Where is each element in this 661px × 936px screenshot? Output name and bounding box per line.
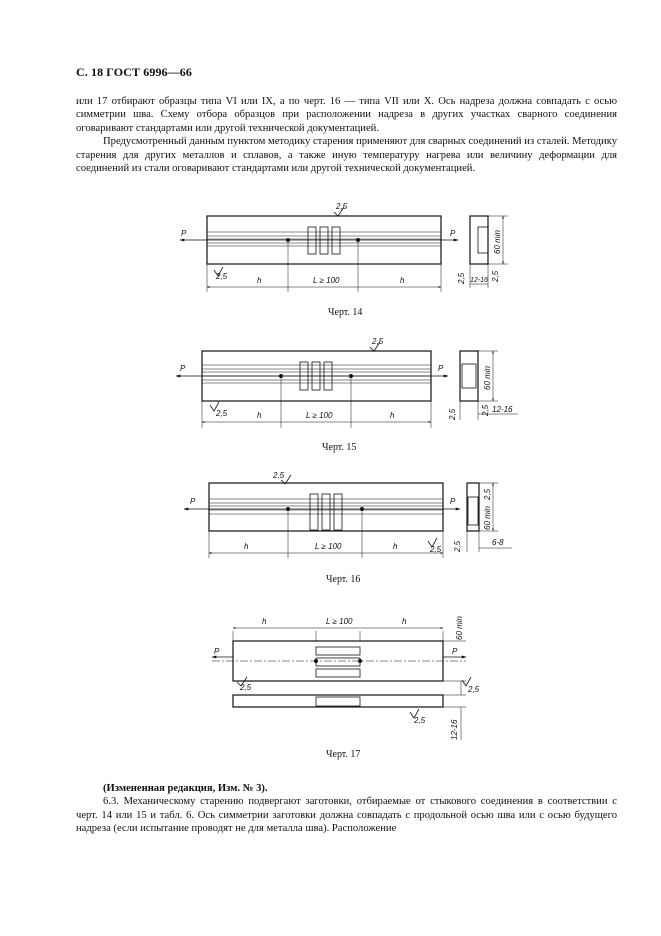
roughness-label: 2,5 <box>336 202 348 211</box>
length-label: L ≥ 100 <box>306 411 333 420</box>
caption-16: Черт. 16 <box>326 574 361 585</box>
h-label: h <box>402 617 407 626</box>
caption-14: Черт. 14 <box>328 307 363 318</box>
body-text-bottom <box>76 782 617 836</box>
roughness-label: 2,5 <box>273 471 285 480</box>
length-label: L ≥ 100 <box>315 542 342 551</box>
force-label: P <box>452 647 458 656</box>
h-label: h <box>257 276 262 285</box>
length-label: L ≥ 100 <box>326 617 353 626</box>
roughness-label: 2,5 <box>372 337 384 346</box>
thickness-label: 12-16 <box>470 277 488 284</box>
side-roughness: 2,5 <box>448 408 457 420</box>
force-label: P <box>450 497 456 506</box>
thickness-label: 6-8 <box>492 538 504 547</box>
h-label: h <box>390 411 395 420</box>
figure-17 <box>212 615 480 740</box>
roughness-label: 2,5 <box>430 545 442 554</box>
section-6-3: 6.3. Механическому старению подвергают заготовки, отбираемые от стыкового соединения в соответствии с черт. 14 или 15 и табл. 6. Ось симметрии заготовки должна совпадать с продольной осью шва или с осью будущего надреза (если испытание проводят не для металла шва). Расположение <box>76 796 617 835</box>
force-label: P <box>214 647 220 656</box>
h-label: h <box>257 411 262 420</box>
side-roughness: 2,5 <box>483 488 492 500</box>
width-label: 60 min <box>493 229 502 254</box>
roughness-label: 2,5 <box>216 409 228 418</box>
width-label: 60 min <box>483 365 492 390</box>
caption-17: Черт. 17 <box>326 749 361 760</box>
h-label: h <box>393 542 398 551</box>
side-roughness: 2,5 <box>453 540 462 552</box>
roughness-label: 2,5 <box>414 716 426 725</box>
width-label: 60 min <box>455 615 464 640</box>
figure-15 <box>176 337 518 428</box>
force-label: P <box>438 364 444 373</box>
thickness-label: 12-16 <box>492 405 513 414</box>
h-label: h <box>244 542 249 551</box>
force-label: P <box>190 497 196 506</box>
length-label: L ≥ 100 <box>313 276 340 285</box>
paragraph-1: или 17 отбирают образцы типа VI или IX, а по черт. 16 — типа VII или X. Ось надреза должна совпадать с осью симметрии шва. Схему отбора образцов при расположении надреза в других участках сварного соединения оговаривают стандартами или другой технической документацией. <box>76 96 617 134</box>
force-label: P <box>180 364 186 373</box>
figure-16 <box>184 471 512 558</box>
h-label: h <box>400 276 405 285</box>
caption-15: Черт. 15 <box>322 442 357 453</box>
page-header: С. 18 ГОСТ 6996—66 <box>76 65 192 79</box>
thickness-label: 12-16 <box>450 719 459 740</box>
amendment-note: (Измененная редакция, Изм. № 3). <box>103 783 268 794</box>
side-roughness: 2,5 <box>481 404 490 416</box>
paragraph-2: Предусмотренный данным пунктом методику старения применяют для сварных соединений из сталей. Методику старения для других металлов и сплавов, а также иную температуру нагрева или величину деформации для соединений из стали оговаривают стандартами или другой технической документацией. <box>76 136 617 175</box>
roughness-label: 2,5 <box>468 685 480 694</box>
width-label: 60 min <box>483 505 492 530</box>
roughness-label: 2,5 <box>240 683 252 692</box>
side-roughness: 2,5 <box>457 272 466 284</box>
side-roughness: 2,5 <box>491 270 500 282</box>
figure-14 <box>180 202 508 292</box>
force-label: P <box>181 229 187 238</box>
roughness-label: 2,5 <box>216 272 228 281</box>
force-label: P <box>450 229 456 238</box>
h-label: h <box>262 617 267 626</box>
